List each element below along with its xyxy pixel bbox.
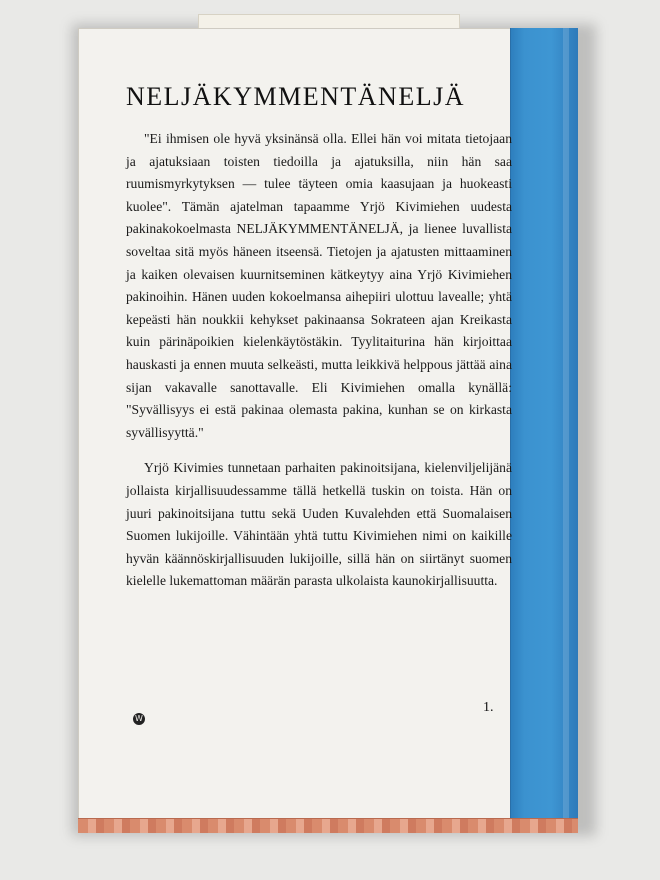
blurb xyxy=(126,82,512,593)
book-back-cover xyxy=(78,20,578,832)
publisher-logo-icon: W xyxy=(133,713,145,725)
book-spine xyxy=(510,28,578,822)
spine-highlight xyxy=(563,28,569,822)
book-title: NELJÄKYMMENTÄNELJÄ xyxy=(126,82,465,111)
cover-bottom-band xyxy=(78,818,578,833)
blurb-paragraph-2: Yrjö Kivimies tunnetaan parhaiten pakinoitsijana, kielenviljelijänä jollaista kirjallisuudessamme tällä hetkellä tuskin on toista. Hän on juuri pakinoitsijana tuttu sekä Uuden Kuvalehden että Suomalaisen Suomen lukijoille. Vähintään yhtä tuttu Kivimiehen nimi on kaikille hyvän käännöskirjallisuuden lukijoille, sillä hän on siirtänyt suomen kielelle lukemattoman määrän parasta ulkolaista kaunokirjallisuutta. xyxy=(126,460,512,589)
blurb-paragraph-1: "Ei ihmisen ole hyvä yksinänsä olla. Ellei hän voi mitata tietojaan ja ajatuksiaan toisten tiedoilla ja ajatuksilla, niin hän saa ruumismyrkytyksen — tulee täyteen omia kaasujaan ja huokeasti kuolee". Tämän ajatelman tapaamme Yrjö Kivimiehen uudesta pakinakokoelmasta NELJÄKYMMENTÄNELJÄ, ja lienee luvallista soveltaa sitä myös häneen itseensä. Tietojen ja ajatusten mittaaminen ja kaiken olevaisen kuurnitseminen kätkeytyy aina Yrjö Kivimiehen pakinoihin. Hänen uuden kokoelmansa aihepiiri ulottuu lavealle; yhtä kepeästi hän noukkii kehykset pakinaansa Sokrateen ajan Kreikasta kuin pärinäpoikien kielenkäytöstäkin. Tyylitaiturina hän kirjoittaa hauskasti ja ennen muuta selkeästi, mutta leikkivä helppous jättää aina sijan vakavalle sanottavalle. Eli Kivimiehen omalla kynällä: "Syvällisyys ei estä pakinaa olemasta pakina, kunhan se on kirkasta syvällisyyttä." xyxy=(126,131,512,440)
page-number: 1. xyxy=(483,700,494,715)
